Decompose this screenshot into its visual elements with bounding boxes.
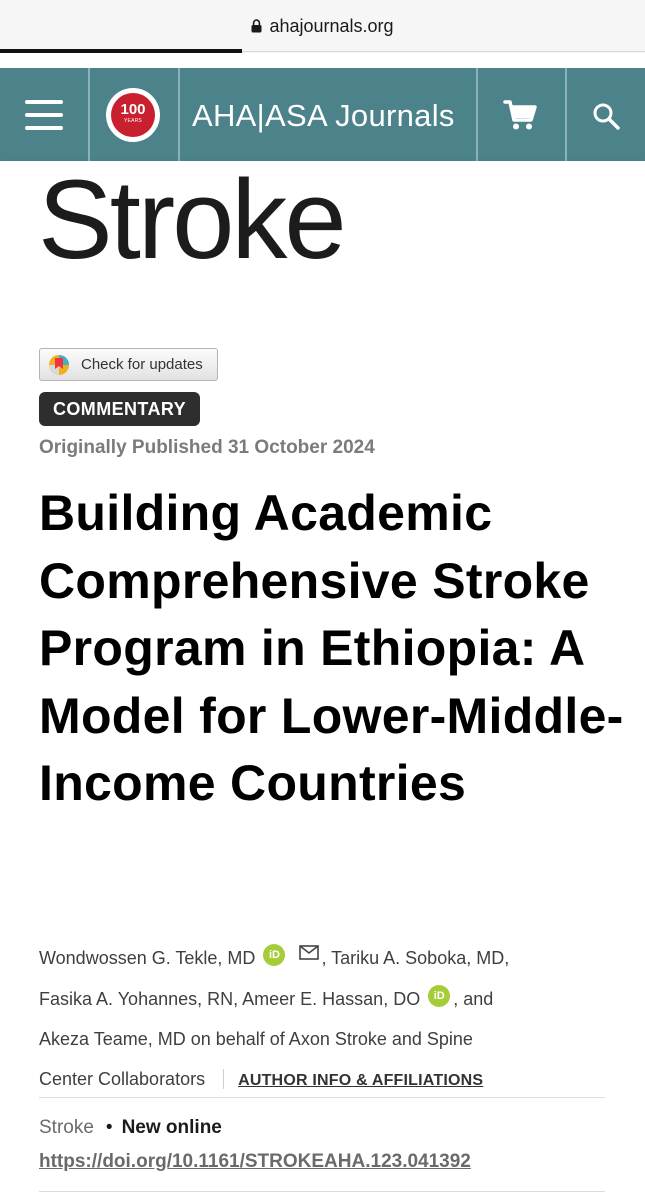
publication-date: Originally Published 31 October 2024 <box>39 437 375 458</box>
browser-url-bar[interactable] <box>0 0 645 53</box>
article-type-badge: COMMENTARY <box>39 392 200 426</box>
author-conjunction: , and <box>453 989 494 1009</box>
author-link-continued[interactable]: Center Collaborators <box>39 1069 206 1089</box>
url-display[interactable] <box>0 16 645 38</box>
email-icon[interactable] <box>299 934 319 974</box>
lock-icon <box>251 17 262 38</box>
nav-divider <box>178 68 180 161</box>
check-for-updates-label: Check for updates <box>81 356 203 373</box>
publication-status: New online <box>121 1117 222 1138</box>
journal-status-line <box>39 1117 222 1139</box>
author-link[interactable]: Ameer E. Hassan, DO <box>242 989 421 1009</box>
hamburger-menu-button[interactable] <box>0 68 88 161</box>
logo-badge <box>111 93 155 137</box>
logo-number: 100 <box>120 101 146 118</box>
page-load-track <box>242 51 645 52</box>
cart-button[interactable] <box>479 68 565 161</box>
bullet-separator: • <box>105 1117 113 1138</box>
author-link[interactable]: Wondwossen G. Tekle, MD <box>39 948 256 968</box>
search-icon <box>592 102 620 130</box>
cart-icon <box>503 99 537 131</box>
orcid-icon[interactable]: iD <box>428 985 450 1007</box>
page-load-progress <box>0 49 242 53</box>
nav-divider <box>88 68 90 161</box>
logo-subtitle: YEARS <box>124 118 142 124</box>
menu-icon-bar <box>25 126 63 130</box>
author-line <box>39 1059 483 1101</box>
author-line <box>39 934 509 978</box>
nav-divider <box>565 68 567 161</box>
check-for-updates-button[interactable] <box>39 348 218 381</box>
journal-masthead <box>0 157 645 294</box>
aha-centennial-logo[interactable] <box>106 88 160 142</box>
separator <box>223 1069 224 1089</box>
journal-name: Stroke <box>39 1117 94 1138</box>
author-info-affiliations-link[interactable]: AUTHOR INFO & AFFILIATIONS <box>238 1072 484 1089</box>
author-link[interactable]: Akeza Teame, MD on behalf of Axon Stroke and Spine <box>39 1029 473 1049</box>
author-line <box>39 1019 473 1059</box>
menu-icon <box>25 100 63 104</box>
author-link[interactable]: , Tariku A. Soboka, MD, <box>321 948 510 968</box>
divider <box>39 1191 605 1192</box>
author-link[interactable]: Fasika A. Yohannes, RN, <box>39 989 239 1009</box>
brand-link[interactable]: AHA|ASA Journals <box>192 98 455 133</box>
article-title: Building Academic Comprehensive Stroke Program in Ethiopia: A Model for Lower-Middle-Income Countries <box>39 485 624 811</box>
nav-divider <box>476 68 478 161</box>
doi-link[interactable]: https://doi.org/10.1161/STROKEAHA.123.041392 <box>39 1151 471 1172</box>
menu-icon-bar <box>25 113 63 117</box>
crossmark-icon <box>48 354 70 376</box>
search-button[interactable] <box>568 68 645 161</box>
journal-title[interactable]: Stroke <box>38 157 344 282</box>
divider <box>39 1097 605 1098</box>
author-line <box>39 979 493 1019</box>
url-text: ahajournals.org <box>269 16 394 36</box>
orcid-icon[interactable]: iD <box>263 944 285 966</box>
